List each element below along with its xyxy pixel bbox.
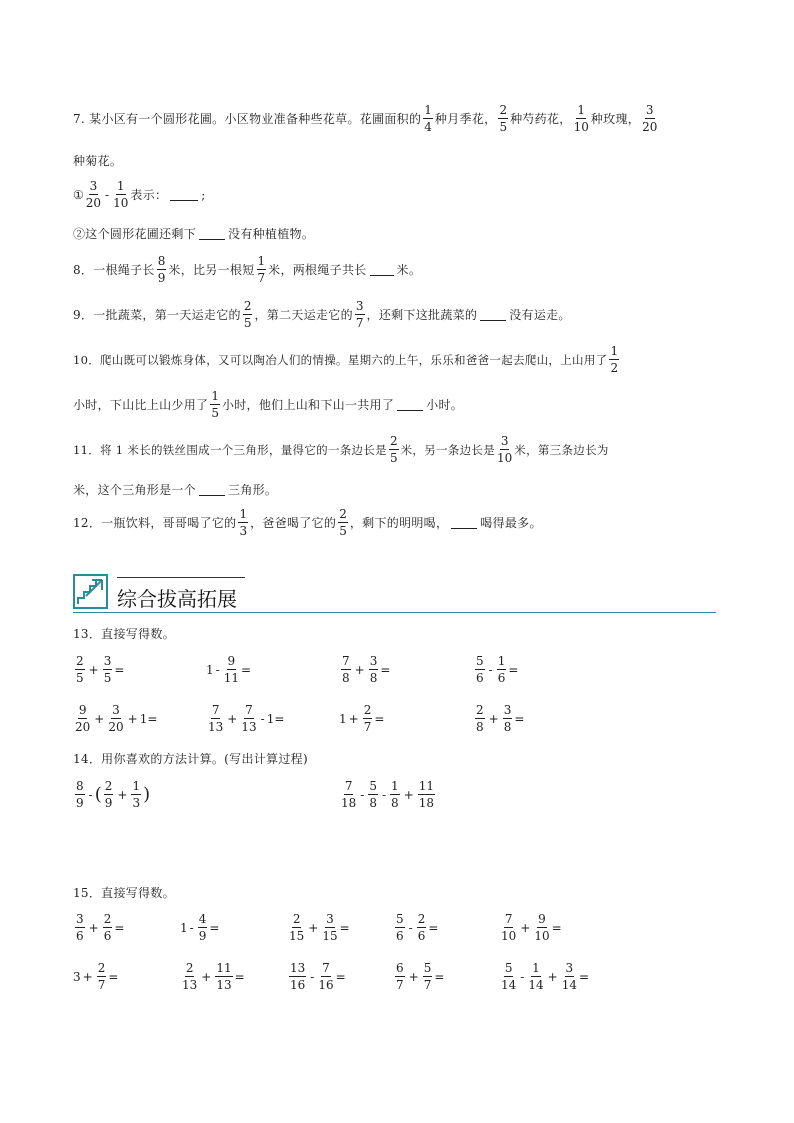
section-divider xyxy=(117,577,245,578)
fraction: $\frac{1}{3}$ xyxy=(132,779,141,810)
q13-expr: $\frac{2}{5}$ + $\frac{3}{5}$ = xyxy=(76,654,125,685)
fraction: $\frac{2}{6}$ xyxy=(103,912,112,943)
answer-blank[interactable] xyxy=(480,308,506,321)
q15-title: 15．直接写得数。 xyxy=(73,886,175,900)
fraction: $\frac{2}{8}$ xyxy=(476,703,484,734)
q15-expr: $\frac{5}{14}$ - $\frac{1}{14}$ + $\frac{3}{14}$ = xyxy=(501,961,590,992)
fraction: $\frac{1}{2}$ xyxy=(610,344,619,375)
fraction: $\frac{7}{8}$ xyxy=(342,654,350,685)
fraction: $\frac{1}{14}$ xyxy=(528,961,544,992)
fraction: $\frac{8}{9}$ xyxy=(157,254,166,285)
q7-sub2: ②这个圆形花圃还剩下 没有种植植物。 xyxy=(73,227,315,241)
fraction: $\frac{5}{6}$ xyxy=(476,654,484,685)
fraction: $\frac{2}{13}$ xyxy=(182,961,198,992)
fraction: $\frac{1}{10}$ xyxy=(113,179,129,210)
q15-expr: 3 + $\frac{2}{7}$ = xyxy=(73,961,119,992)
fraction: $\frac{4}{9}$ xyxy=(198,912,207,943)
q13-expr: $\frac{7}{8}$ + $\frac{3}{8}$ = xyxy=(342,654,391,685)
fraction: $\frac{2}{5}$ xyxy=(76,654,84,685)
fraction: $\frac{3}{15}$ xyxy=(322,912,338,943)
fraction: $\frac{7}{16}$ xyxy=(318,961,334,992)
fraction: $\frac{1}{5}$ xyxy=(211,389,219,420)
section-divider xyxy=(73,612,716,613)
q7-text: 7. 某小区有一个圆形花圃。小区物业准备种些花草。花圃面积的 xyxy=(73,112,422,126)
fraction: $\frac{1}{7}$ xyxy=(257,254,266,285)
fraction: $\frac{5}{7}$ xyxy=(423,961,432,992)
fraction: $\frac{7}{13}$ xyxy=(241,703,257,734)
fraction: $\frac{3}{8}$ xyxy=(369,654,378,685)
fraction: $\frac{3}{10}$ xyxy=(497,434,513,465)
fraction: $\frac{3}{20}$ xyxy=(85,179,102,210)
fraction: $\frac{1}{4}$ xyxy=(424,103,432,134)
q15-expr: $\frac{2}{13}$ + $\frac{11}{13}$ = xyxy=(182,961,245,992)
fraction: $\frac{2}{15}$ xyxy=(289,912,305,943)
fraction: $\frac{2}{5}$ xyxy=(339,507,347,538)
q14-expr: $\frac{8}{9}$ - ( $\frac{2}{9}$ + $\frac{1}{3}$ ) xyxy=(76,779,151,810)
fraction: $\frac{2}{5}$ xyxy=(389,434,398,465)
answer-blank[interactable] xyxy=(170,188,198,201)
fraction: $\frac{11}{18}$ xyxy=(418,779,435,810)
fraction: $\frac{2}{9}$ xyxy=(104,779,113,810)
fraction: $\frac{3}{7}$ xyxy=(355,299,364,330)
q15-expr: $\frac{6}{7}$ + $\frac{5}{7}$ = xyxy=(396,961,445,992)
q7-line1: 7. 某小区有一个圆形花圃。小区物业准备种些花草。花圃面积的 $\frac{1}{4}$ 种月季花， $\frac{2}{5}$ 种芍药花， $\frac{1}{10}$ 种玫瑰， $\frac{3}{20}$ xyxy=(73,103,658,134)
fraction: $\frac{5}{14}$ xyxy=(501,961,517,992)
q15-expr: $\frac{7}{10}$ + $\frac{9}{10}$ = xyxy=(501,912,562,943)
fraction: $\frac{5}{6}$ xyxy=(396,912,404,943)
fraction: $\frac{3}{6}$ xyxy=(76,912,84,943)
fraction: $\frac{3}{5}$ xyxy=(103,654,112,685)
fraction: $\frac{2}{7}$ xyxy=(363,703,372,734)
q15-expr: $\frac{2}{15}$ + $\frac{3}{15}$ = xyxy=(289,912,350,943)
q15-expr: 1 - $\frac{4}{9}$ = xyxy=(180,912,220,943)
fraction: $\frac{13}{16}$ xyxy=(290,961,306,992)
q13-expr: $\frac{2}{8}$ + $\frac{3}{8}$ = xyxy=(476,703,525,734)
stairs-icon xyxy=(73,574,108,609)
answer-blank[interactable] xyxy=(370,263,394,276)
fraction: $\frac{6}{7}$ xyxy=(396,961,404,992)
fraction: $\frac{3}{20}$ xyxy=(108,703,124,734)
fraction: $\frac{8}{9}$ xyxy=(76,779,84,810)
q7-sub1: ① $\frac{3}{20}$ - $\frac{1}{10}$ 表示： ; xyxy=(73,179,206,210)
q11-line2: 米，这个三角形是一个 三角形。 xyxy=(73,483,278,497)
fraction: $\frac{11}{13}$ xyxy=(216,961,232,992)
fraction: $\frac{2}{5}$ xyxy=(243,299,252,330)
q11-line1: 11．将 1 米长的铁丝围成一个三角形，量得它的一条边长是 $\frac{2}{5}$ 米，另一条边长是 $\frac{3}{10}$ 米，第三条边长为 xyxy=(73,434,609,465)
fraction: $\frac{1}{10}$ xyxy=(573,103,589,134)
q15-expr: $\frac{3}{6}$ + $\frac{2}{6}$ = xyxy=(76,912,125,943)
q10-line1: 10．爬山既可以锻炼身体，又可以陶冶人们的情操。星期六的上午，乐乐和爸爸一起去爬山，上山用了 $\frac{1}{2}$ xyxy=(73,344,619,375)
answer-blank[interactable] xyxy=(397,398,423,411)
q13-expr: 1 + $\frac{2}{7}$ = xyxy=(339,703,385,734)
q8: 8．一根绳子长 $\frac{8}{9}$ 米，比另一根短 $\frac{1}{7}$ 米，两根绳子共长 米。 xyxy=(73,254,422,285)
fraction: $\frac{7}{10}$ xyxy=(501,912,517,943)
fraction: $\frac{2}{5}$ xyxy=(499,103,508,134)
answer-blank[interactable] xyxy=(199,483,225,496)
q15-expr: $\frac{5}{6}$ - $\frac{2}{6}$ = xyxy=(396,912,439,943)
fraction: $\frac{1}{3}$ xyxy=(239,507,248,538)
q9: 9．一批蔬菜，第一天运走它的 $\frac{2}{5}$ ，第二天运走它的 $\frac{3}{7}$ ，还剩下这批蔬菜的 没有运走。 xyxy=(73,299,571,330)
fraction: $\frac{7}{13}$ xyxy=(208,703,224,734)
q13-expr: $\frac{5}{6}$ - $\frac{1}{6}$ = xyxy=(476,654,519,685)
fraction: $\frac{3}{8}$ xyxy=(503,703,512,734)
fraction: $\frac{3}{20}$ xyxy=(642,103,658,134)
q12: 12．一瓶饮料，哥哥喝了它的 $\frac{1}{3}$ ，爸爸喝了它的 $\frac{2}{5}$ ，剩下的明明喝， 喝得最多。 xyxy=(73,507,542,538)
fraction: $\frac{9}{20}$ xyxy=(75,703,91,734)
q7-line2: 种菊花。 xyxy=(73,154,123,168)
q14-expr: $\frac{7}{18}$ - $\frac{5}{8}$ - $\frac{1}{8}$ + $\frac{11}{18}$ xyxy=(341,779,435,810)
fraction: $\frac{5}{8}$ xyxy=(369,779,377,810)
answer-blank[interactable] xyxy=(451,516,477,529)
answer-blank[interactable] xyxy=(199,227,225,240)
fraction: $\frac{9}{10}$ xyxy=(534,912,550,943)
q10-line2: 小时，下山比上山少用了 $\frac{1}{5}$ 小时，他们上山和下山一共用了 小时。 xyxy=(73,389,464,420)
fraction: $\frac{9}{11}$ xyxy=(223,654,239,685)
fraction: $\frac{1}{6}$ xyxy=(497,654,506,685)
fraction: $\frac{2}{6}$ xyxy=(417,912,426,943)
q13-expr: $\frac{9}{20}$ + $\frac{3}{20}$ + 1 = xyxy=(75,703,158,734)
q15-expr: $\frac{13}{16}$ - $\frac{7}{16}$ = xyxy=(290,961,346,992)
q13-expr: 1 - $\frac{9}{11}$ = xyxy=(206,654,252,685)
section-title: 综合拔高拓展 xyxy=(117,587,237,611)
fraction: $\frac{7}{18}$ xyxy=(341,779,357,810)
fraction: $\frac{3}{14}$ xyxy=(561,961,577,992)
fraction: $\frac{2}{7}$ xyxy=(97,961,106,992)
q13-title: 13．直接写得数。 xyxy=(73,627,175,641)
q14-title: 14．用你喜欢的方法计算。(写出计算过程) xyxy=(73,752,308,766)
q13-expr: $\frac{7}{13}$ + $\frac{7}{13}$ - 1 = xyxy=(208,703,285,734)
fraction: $\frac{1}{8}$ xyxy=(391,779,399,810)
